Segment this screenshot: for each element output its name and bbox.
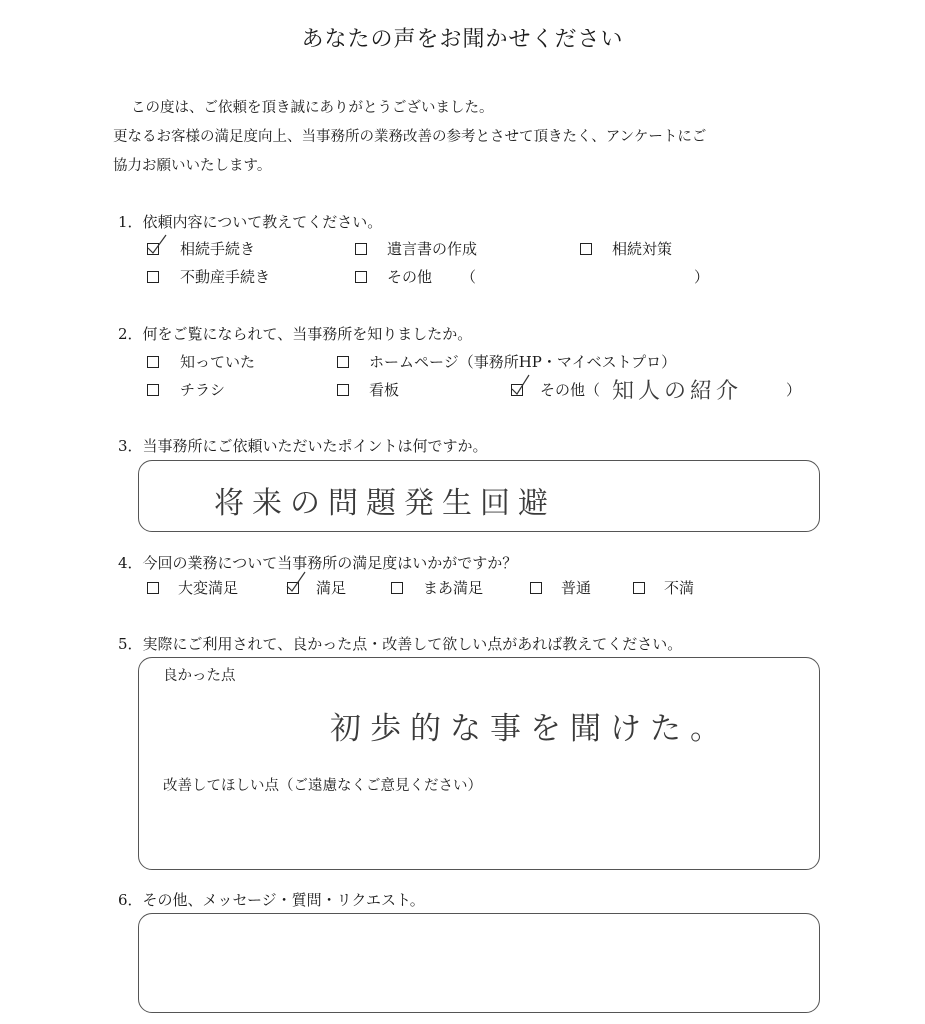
page-title: あなたの声をお聞かせください: [301, 27, 624, 52]
checkmark-icon: [146, 234, 168, 256]
option-label: 大変満足: [178, 579, 239, 597]
option-label: ホームページ（事務所HP・マイベストプロ）: [369, 353, 677, 371]
handwritten-other-answer: 知人の紹介: [612, 379, 743, 404]
option-label: 普通: [561, 579, 592, 597]
checkbox-shitteita[interactable]: [147, 356, 159, 368]
improve-points-label: 改善してほしい点（ご遠慮なくご意見ください）: [163, 778, 482, 794]
other-open-paren: （: [461, 268, 477, 286]
option-label: その他: [387, 268, 433, 286]
good-points-label: 良かった点: [163, 668, 236, 684]
checkbox-maa-manzoku[interactable]: [391, 582, 403, 594]
answer-box-q6[interactable]: [138, 913, 820, 1013]
checkbox-fudousan[interactable]: [147, 271, 159, 283]
option-label: 知っていた: [180, 353, 256, 371]
option-label: 不満: [664, 579, 695, 597]
option-label: 看板: [369, 381, 400, 399]
checkbox-manzoku[interactable]: [287, 582, 299, 594]
question-4: 4．今回の業務について当事務所の満足度はいかがですか？: [118, 554, 518, 572]
intro-line-3: 協力お願いいたします。: [113, 158, 272, 174]
question-3: 3．当事務所にご依頼いただいたポイントは何ですか。: [118, 437, 488, 455]
checkbox-chirashi[interactable]: [147, 384, 159, 396]
checkmark-icon: [510, 375, 532, 397]
question-6: 6．その他、メッセージ・質問・リクエスト。: [118, 891, 425, 909]
intro-line-2: 更なるお客様の満足度向上、当事務所の業務改善の参考とさせて頂きたく、アンケートにご: [113, 129, 707, 145]
option-label: 不動産手続き: [180, 268, 271, 286]
handwritten-good-points: 初歩的な事を聞けた。: [330, 711, 730, 747]
other-close-paren: ）: [694, 268, 710, 286]
answer-box-q5[interactable]: [138, 657, 820, 870]
option-label: 満足: [316, 579, 347, 597]
option-label: チラシ: [180, 381, 226, 399]
checkbox-yuigonsho[interactable]: [355, 243, 367, 255]
checkbox-souzoku-tetsuzuki[interactable]: [147, 243, 159, 255]
option-label: その他（: [540, 381, 601, 399]
checkbox-souzoku-taisaku[interactable]: [580, 243, 592, 255]
option-label: 相続対策: [612, 240, 673, 258]
other-close-paren: ）: [786, 381, 802, 399]
checkbox-homepage[interactable]: [337, 356, 349, 368]
question-1: 1．依頼内容について教えてください。: [118, 213, 383, 231]
option-label: 遺言書の作成: [387, 240, 478, 258]
question-2: 2．何をご覧になられて、当事務所を知りましたか。: [118, 325, 473, 343]
checkmark-icon: [286, 573, 308, 595]
question-5: 5．実際にご利用されて、良かった点・改善して欲しい点があれば教えてください。: [118, 635, 683, 653]
handwritten-answer-q3: 将来の問題発生回避: [214, 486, 556, 521]
option-label: 相続手続き: [180, 240, 256, 258]
checkbox-other[interactable]: [355, 271, 367, 283]
option-label: まあ満足: [423, 579, 484, 597]
checkbox-other[interactable]: [511, 384, 523, 396]
checkbox-kanban[interactable]: [337, 384, 349, 396]
intro-line-1: この度は、ご依頼を頂き誠にありがとうございました。: [131, 100, 494, 116]
checkbox-fuman[interactable]: [633, 582, 645, 594]
checkbox-taihen-manzoku[interactable]: [147, 582, 159, 594]
checkbox-futsuu[interactable]: [530, 582, 542, 594]
